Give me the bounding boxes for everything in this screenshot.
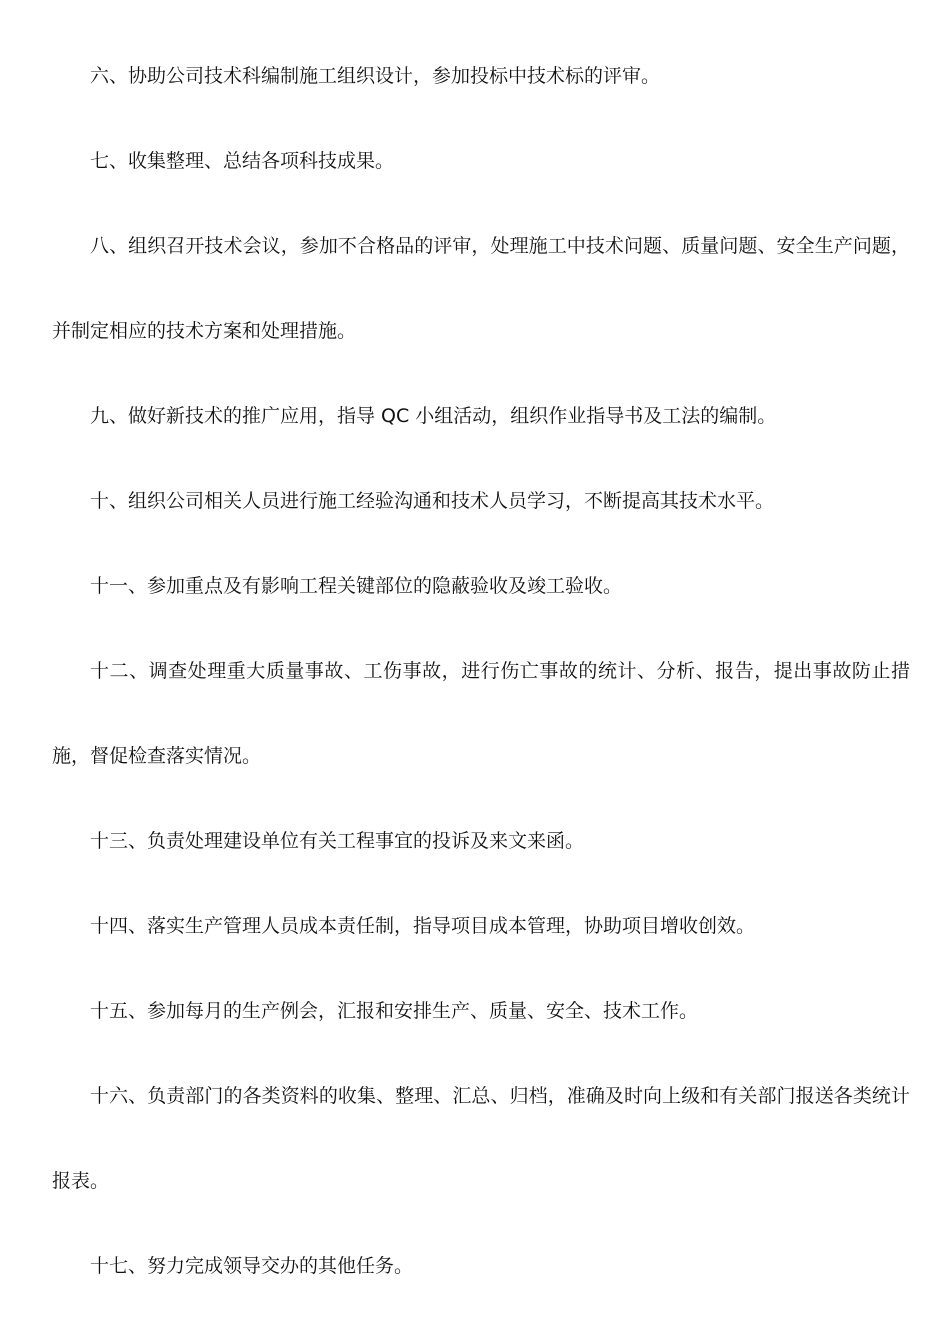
duty-item-7: 七、收集整理、总结各项科技成果。 bbox=[90, 150, 395, 172]
duty-item-16: 十六、负责部门的各类资料的收集、整理、汇总、归档，准确及时向上级和有关部门报送各类统计报表。 bbox=[52, 1085, 910, 1192]
duty-item-15: 十五、参加每月的生产例会，汇报和安排生产、质量、安全、技术工作。 bbox=[90, 1000, 699, 1022]
duty-item-10: 十、组织公司相关人员进行施工经验沟通和技术人员学习，不断提高其技术水平。 bbox=[90, 490, 775, 512]
duty-item-8: 八、组织召开技术会议，参加不合格品的评审，处理施工中技术问题、质量问题、安全生产问题，并制定相应的技术方案和处理措施。 bbox=[52, 235, 910, 342]
duty-item-11: 十一、参加重点及有影响工程关键部位的隐蔽验收及竣工验收。 bbox=[90, 575, 623, 597]
document-page bbox=[52, 34, 910, 1309]
duty-item-13: 十三、负责处理建设单位有关工程事宜的投诉及来文来函。 bbox=[90, 830, 585, 852]
duty-item-17: 十七、努力完成领导交办的其他任务。 bbox=[90, 1255, 414, 1277]
duty-item-9: 九、做好新技术的推广应用，指导 QC 小组活动，组织作业指导书及工法的编制。 bbox=[90, 405, 777, 427]
duty-item-14: 十四、落实生产管理人员成本责任制，指导项目成本管理，协助项目增收创效。 bbox=[90, 915, 756, 937]
duty-item-12: 十二、调查处理重大质量事故、工伤事故，进行伤亡事故的统计、分析、报告，提出事故防止措施，督促检查落实情况。 bbox=[52, 660, 910, 767]
duty-item-6: 六、协助公司技术科编制施工组织设计，参加投标中技术标的评审。 bbox=[90, 65, 661, 87]
